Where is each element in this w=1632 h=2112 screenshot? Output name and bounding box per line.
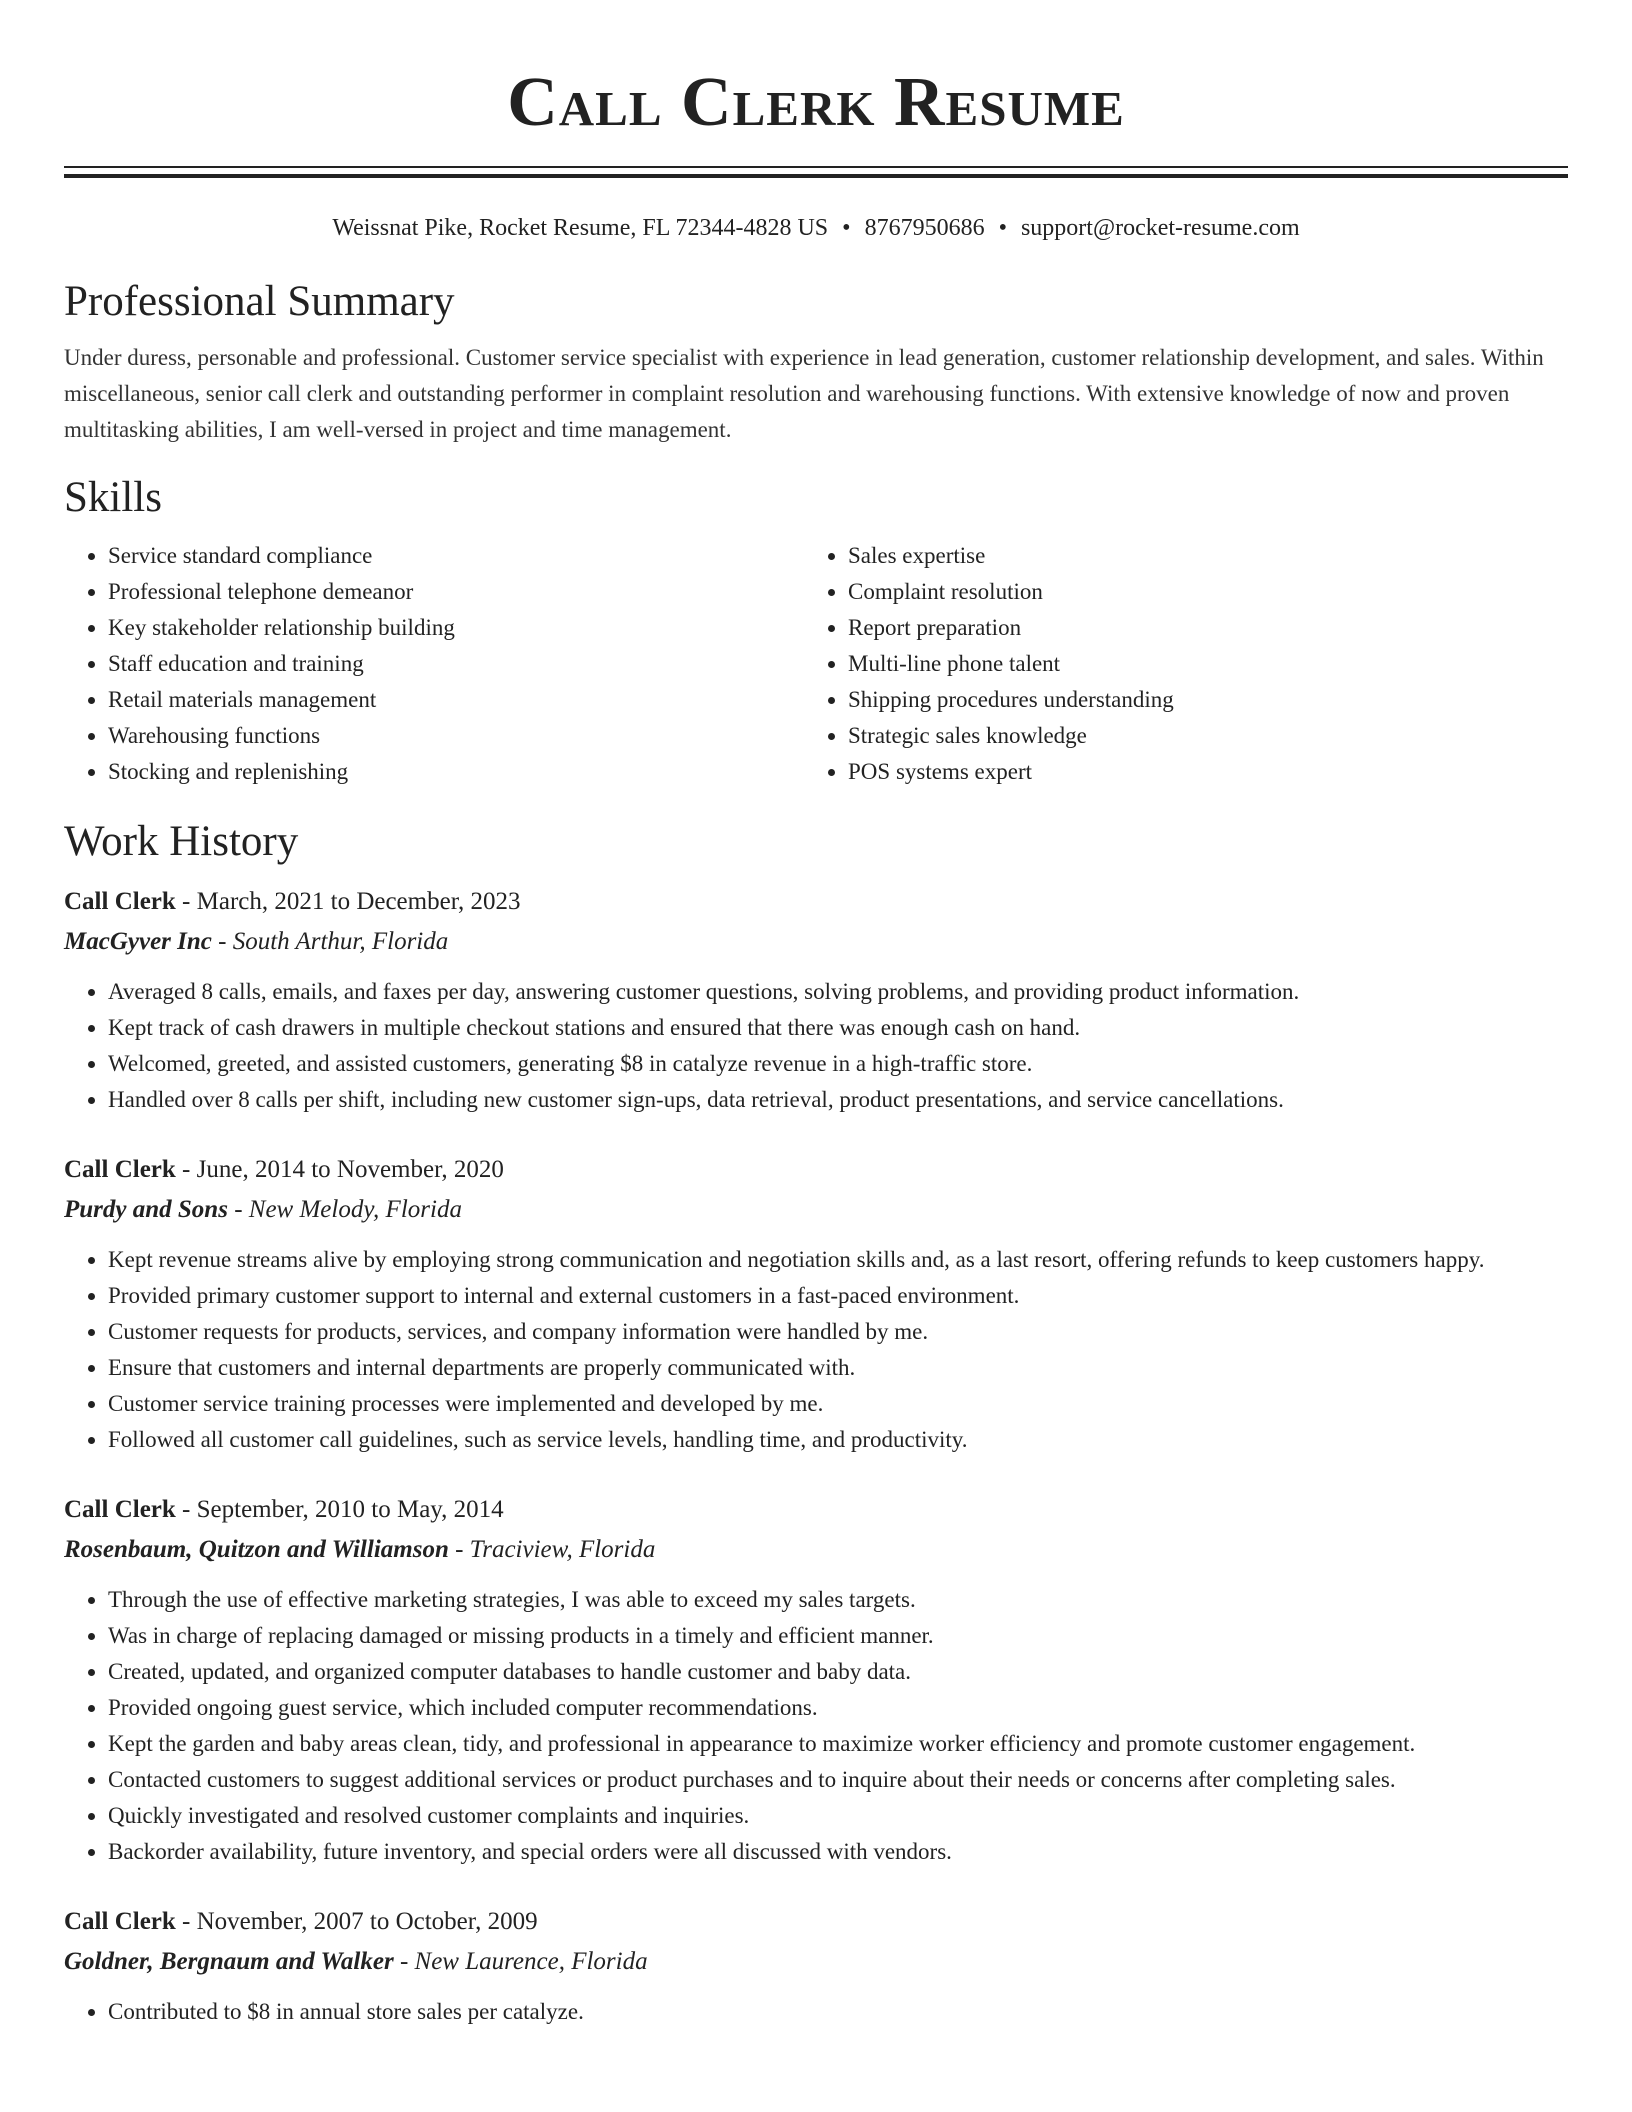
skills-columns <box>64 538 1568 790</box>
skill-item: • Complaint resolution <box>848 574 1544 610</box>
company-location: - New Melody, Florida <box>227 1196 462 1223</box>
skill-item: • Stocking and replenishing <box>108 754 804 790</box>
job-title-line <box>64 1150 1568 1190</box>
job-title-line <box>64 1490 1568 1530</box>
contact-separator: • <box>998 215 1007 241</box>
job-duty-item: • Kept track of cash drawers in multiple checkout stations and ensured that there was enough cash on hand. <box>108 1010 1568 1046</box>
job-dates: - June, 2014 to November, 2020 <box>175 1156 504 1183</box>
company-name: Rosenbaum, Quitzon and Williamson <box>64 1536 449 1563</box>
company-location: - New Laurence, Florida <box>393 1948 648 1975</box>
job-duty-item: • Created, updated, and organized computer databases to handle customer and baby data. <box>108 1654 1568 1690</box>
job-duties-list <box>64 1994 1568 2030</box>
summary-heading: Professional Summary <box>64 278 455 325</box>
company-line <box>64 1530 1568 1570</box>
job-duty-item: • Provided primary customer support to internal and external customers in a fast-paced environment. <box>108 1278 1568 1314</box>
skill-item: • POS systems expert <box>848 754 1544 790</box>
job-entry <box>64 1490 1568 1870</box>
summary-text: Under duress, personable and professional. Customer service specialist with experience in lead generation, customer relationship development, and sales. Within miscellaneous, senior call clerk and outstanding performer in complaint resolution and warehousing functions. With extensive knowledge of now and proven multitasking abilities, I am well-versed in project and time management. <box>64 345 1544 442</box>
job-title: Call Clerk <box>64 1908 176 1935</box>
title-divider-thin <box>64 166 1568 168</box>
contact-address: Weissnat Pike, Rocket Resume, FL 72344-4828 US <box>332 215 829 241</box>
company-location: - South Arthur, Florida <box>211 928 449 955</box>
company-location: - Traciview, Florida <box>448 1536 656 1563</box>
job-entry <box>64 882 1568 1118</box>
job-entry <box>64 1150 1568 1458</box>
job-duties-list <box>64 1582 1568 1870</box>
work-history-list <box>64 882 1568 2030</box>
skill-item: • Staff education and training <box>108 646 804 682</box>
contact-line <box>64 212 1568 244</box>
job-duty-item: • Followed all customer call guidelines, such as service levels, handling time, and productivity. <box>108 1422 1568 1458</box>
job-duty-item: • Quickly investigated and resolved customer complaints and inquiries. <box>108 1798 1568 1834</box>
company-name: Goldner, Bergnaum and Walker <box>64 1948 394 1975</box>
title-divider-thick <box>64 174 1568 178</box>
job-duty-item: • Kept revenue streams alive by employing strong communication and negotiation skills and, as a last resort, offering refunds to keep customers happy. <box>108 1242 1568 1278</box>
resume-page <box>64 0 1568 2030</box>
job-title: Call Clerk <box>64 1496 176 1523</box>
job-duty-item: • Kept the garden and baby areas clean, tidy, and professional in appearance to maximize worker efficiency and promote customer engagement. <box>108 1726 1568 1762</box>
skill-item: • Strategic sales knowledge <box>848 718 1544 754</box>
skills-list-left <box>64 538 804 790</box>
skill-item: • Service standard compliance <box>108 538 804 574</box>
skill-item: • Sales expertise <box>848 538 1544 574</box>
company-line <box>64 1942 1568 1982</box>
skill-item: • Multi-line phone talent <box>848 646 1544 682</box>
job-dates: - November, 2007 to October, 2009 <box>175 1908 538 1935</box>
job-duty-item: • Contacted customers to suggest additional services or product purchases and to inquire about their needs or concerns after completing sales. <box>108 1762 1568 1798</box>
job-duty-item: • Ensure that customers and internal departments are properly communicated with. <box>108 1350 1568 1386</box>
resume-title: Call Clerk Resume <box>507 64 1125 141</box>
job-duty-item: • Customer service training processes were implemented and developed by me. <box>108 1386 1568 1422</box>
skills-heading: Skills <box>64 474 162 521</box>
company-name: Purdy and Sons <box>64 1196 228 1223</box>
job-duties-list <box>64 1242 1568 1458</box>
company-name: MacGyver Inc <box>64 928 212 955</box>
skill-item: • Warehousing functions <box>108 718 804 754</box>
job-title-line <box>64 882 1568 922</box>
skill-item: • Shipping procedures understanding <box>848 682 1544 718</box>
job-duty-item: • Backorder availability, future inventory, and special orders were all discussed with vendors. <box>108 1834 1568 1870</box>
job-title: Call Clerk <box>64 1156 176 1183</box>
job-entry <box>64 1902 1568 2030</box>
job-duty-item: • Welcomed, greeted, and assisted customers, generating $8 in catalyze revenue in a high-traffic store. <box>108 1046 1568 1082</box>
job-dates: - March, 2021 to December, 2023 <box>175 888 521 915</box>
job-duty-item: • Contributed to $8 in annual store sales per catalyze. <box>108 1994 1568 2030</box>
contact-phone: 8767950686 <box>864 215 985 241</box>
job-duty-item: • Through the use of effective marketing strategies, I was able to exceed my sales targets. <box>108 1582 1568 1618</box>
job-duty-item: • Customer requests for products, services, and company information were handled by me. <box>108 1314 1568 1350</box>
job-duties-list <box>64 974 1568 1118</box>
job-title-line <box>64 1902 1568 1942</box>
skills-list-right <box>804 538 1544 790</box>
job-duty-item: • Handled over 8 calls per shift, including new customer sign-ups, data retrieval, product presentations, and service cancellations. <box>108 1082 1568 1118</box>
contact-separator: • <box>842 215 851 241</box>
job-dates: - September, 2010 to May, 2014 <box>175 1496 504 1523</box>
skill-item: • Key stakeholder relationship building <box>108 610 804 646</box>
company-line <box>64 922 1568 962</box>
job-duty-item: • Averaged 8 calls, emails, and faxes per day, answering customer questions, solving problems, and providing product information. <box>108 974 1568 1010</box>
skill-item: • Report preparation <box>848 610 1544 646</box>
contact-email[interactable]: support@rocket-resume.com <box>1020 215 1300 241</box>
job-duty-item: • Provided ongoing guest service, which included computer recommendations. <box>108 1690 1568 1726</box>
work-history-heading: Work History <box>64 818 299 865</box>
skill-item: • Retail materials management <box>108 682 804 718</box>
skill-item: • Professional telephone demeanor <box>108 574 804 610</box>
company-line <box>64 1190 1568 1230</box>
job-duty-item: • Was in charge of replacing damaged or missing products in a timely and efficient manner. <box>108 1618 1568 1654</box>
job-title: Call Clerk <box>64 888 176 915</box>
